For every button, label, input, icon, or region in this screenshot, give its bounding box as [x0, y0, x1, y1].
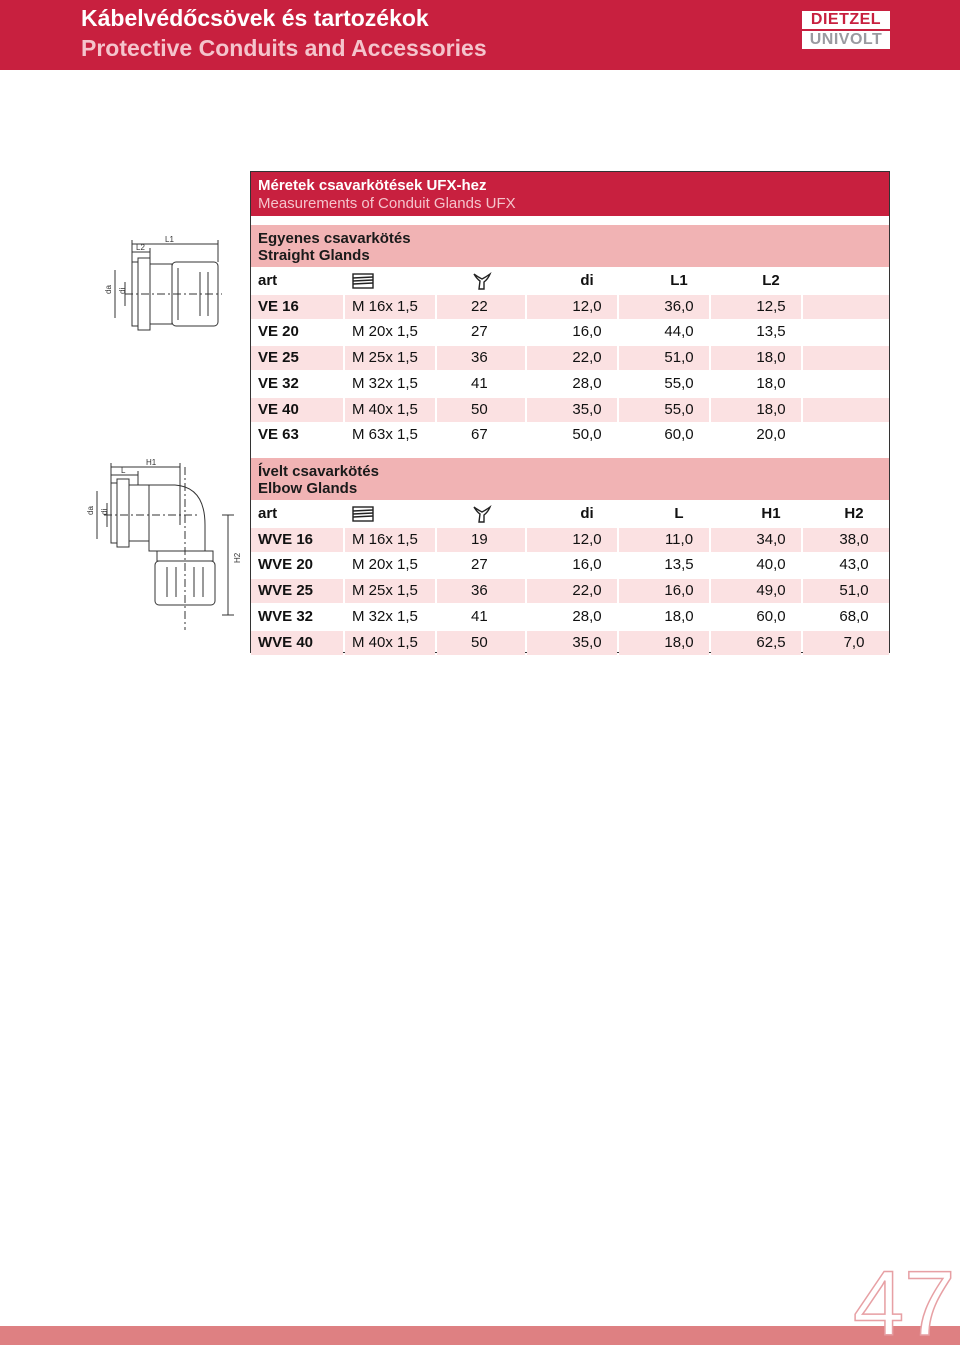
table-cell: WVE 25 [251, 579, 343, 603]
table-cell: 18,0 [664, 607, 694, 625]
straight-header-row [251, 269, 889, 293]
thread-icon [345, 269, 435, 293]
thread-icon [345, 502, 435, 526]
table-cell: M 40x 1,5 [345, 398, 435, 422]
table-cell: M 20x 1,5 [352, 323, 418, 341]
table-row [251, 605, 889, 629]
table-cell [803, 372, 889, 396]
section-straight-title-hu: Egyenes csavarkötés [258, 230, 411, 247]
table-cell: 16,0 [619, 579, 709, 603]
table-cell: 12,5 [711, 295, 801, 319]
table-cell: 18,0 [619, 631, 709, 655]
table-row [251, 553, 889, 577]
wrench-icon [437, 502, 525, 526]
title-english: Protective Conduits and Accessories [81, 35, 487, 61]
table-row [251, 631, 889, 655]
table-cell: 34,0 [711, 528, 801, 552]
table-cell: M 25x 1,5 [345, 579, 435, 603]
table-title-english: Measurements of Conduit Glands UFX [258, 195, 516, 212]
table-cell: VE 25 [251, 346, 343, 370]
table-cell: 41 [471, 374, 488, 392]
straight-label-da: da [104, 285, 113, 294]
table-cell: 11,0 [619, 528, 709, 552]
table-cell: 12,0 [527, 528, 617, 552]
table-cell: 50 [437, 398, 525, 422]
column-header: H2 [844, 505, 864, 522]
table-cell: 50,0 [572, 426, 602, 444]
table-cell: 12,0 [527, 295, 617, 319]
table-cell: 55,0 [619, 398, 709, 422]
table-cell: 20,0 [756, 426, 786, 444]
table-cell: M 20x 1,5 [352, 556, 418, 574]
straight-label-l2: L2 [136, 243, 145, 252]
table-cell: 18,0 [711, 346, 801, 370]
straight-label-l1: L1 [165, 235, 174, 244]
table-row [251, 398, 889, 422]
table-cell: VE 20 [258, 323, 299, 341]
table-cell: 28,0 [572, 374, 602, 392]
table-cell: WVE 20 [258, 556, 314, 574]
table-cell: 41 [471, 607, 488, 625]
column-header: di [580, 272, 594, 289]
table-cell: VE 16 [251, 295, 343, 319]
table-cell [803, 320, 889, 344]
table-cell: 49,0 [711, 579, 801, 603]
column-header: art [258, 272, 278, 289]
table-cell: 44,0 [664, 323, 694, 341]
table-cell: 50 [437, 631, 525, 655]
table-cell: 35,0 [527, 398, 617, 422]
table-cell: 22,0 [527, 579, 617, 603]
table-cell: 36 [437, 579, 525, 603]
elbow-label-h1: H1 [146, 458, 157, 467]
elbow-label-da: da [86, 506, 95, 515]
table-cell: 43,0 [839, 556, 869, 574]
table-cell: 28,0 [572, 607, 602, 625]
section-elbow [251, 458, 889, 500]
section-elbow-title-hu: Ívelt csavarkötés [258, 463, 379, 480]
table-cell: M 16x 1,5 [345, 528, 435, 552]
table-cell [803, 423, 889, 447]
brand-logo [802, 11, 890, 49]
elbow-gland-drawing [80, 455, 245, 635]
table-cell: 67 [471, 426, 488, 444]
table-cell: 35,0 [527, 631, 617, 655]
table-row [251, 579, 889, 603]
section-elbow-title-en: Elbow Glands [258, 480, 358, 497]
table-cell: 60,0 [756, 607, 786, 625]
column-header: di [580, 505, 594, 522]
table-cell: M 63x 1,5 [352, 426, 418, 444]
table-cell: M 32x 1,5 [352, 607, 418, 625]
table-cell: 7,0 [803, 631, 889, 655]
table-cell: 16,0 [572, 556, 602, 574]
table-cell: 68,0 [839, 607, 869, 625]
column-header: L [674, 505, 684, 522]
table-cell: 19 [437, 528, 525, 552]
table-cell: 36,0 [619, 295, 709, 319]
table-row [251, 423, 889, 447]
table-cell: 38,0 [803, 528, 889, 552]
logo-bottom-text: UNIVOLT [802, 31, 890, 49]
table-cell: M 40x 1,5 [345, 631, 435, 655]
column-header: art [258, 505, 278, 522]
table-cell [803, 398, 889, 422]
straight-gland-drawing [95, 232, 225, 332]
table-cell: 27 [471, 556, 488, 574]
section-straight [251, 225, 889, 267]
elbow-label-di: di [100, 508, 109, 515]
table-cell: WVE 16 [251, 528, 343, 552]
table-cell: 18,0 [711, 398, 801, 422]
section-straight-title-en: Straight Glands [258, 247, 370, 264]
table-cell: 27 [471, 323, 488, 341]
table-cell: 22,0 [527, 346, 617, 370]
page-header [0, 0, 960, 70]
page-footer-bar [0, 1326, 960, 1345]
table-cell: 13,5 [756, 323, 786, 341]
measurements-table [250, 171, 890, 653]
table-cell [803, 346, 889, 370]
column-header [803, 269, 889, 293]
table-row [251, 528, 889, 552]
table-cell: 13,5 [664, 556, 694, 574]
title-hungarian: Kábelvédőcsövek és tartozékok [81, 5, 429, 31]
table-cell [803, 295, 889, 319]
elbow-header-row [251, 502, 889, 526]
logo-top-text: DIETZEL [802, 11, 890, 29]
table-cell: VE 63 [258, 426, 299, 444]
table-row [251, 320, 889, 344]
table-cell: WVE 40 [251, 631, 343, 655]
page-number: 47 [853, 1253, 956, 1355]
table-cell: 16,0 [572, 323, 602, 341]
table-cell: M 16x 1,5 [345, 295, 435, 319]
column-header: L1 [670, 272, 688, 289]
straight-label-di: di [118, 287, 127, 294]
table-cell: VE 32 [258, 374, 299, 392]
table-cell: M 32x 1,5 [352, 374, 418, 392]
table-cell: 51,0 [619, 346, 709, 370]
table-cell: 40,0 [756, 556, 786, 574]
table-cell: M 25x 1,5 [345, 346, 435, 370]
table-cell: 60,0 [664, 426, 694, 444]
table-title-hungarian: Méretek csavarkötések UFX-hez [258, 177, 487, 194]
column-header: L2 [762, 272, 780, 289]
table-row [251, 372, 889, 396]
elbow-label-h2: H2 [233, 552, 242, 563]
table-row [251, 346, 889, 370]
table-cell: WVE 32 [258, 607, 314, 625]
table-row [251, 295, 889, 319]
elbow-label-l: L [121, 466, 126, 475]
table-cell: 51,0 [803, 579, 889, 603]
table-cell: 36 [437, 346, 525, 370]
table-cell: VE 40 [251, 398, 343, 422]
table-cell: 62,5 [711, 631, 801, 655]
table-title-bar [251, 172, 889, 216]
table-cell: 55,0 [664, 374, 694, 392]
wrench-icon [437, 269, 525, 293]
table-cell: 18,0 [756, 374, 786, 392]
table-cell: 22 [437, 295, 525, 319]
column-header: H1 [761, 505, 781, 522]
